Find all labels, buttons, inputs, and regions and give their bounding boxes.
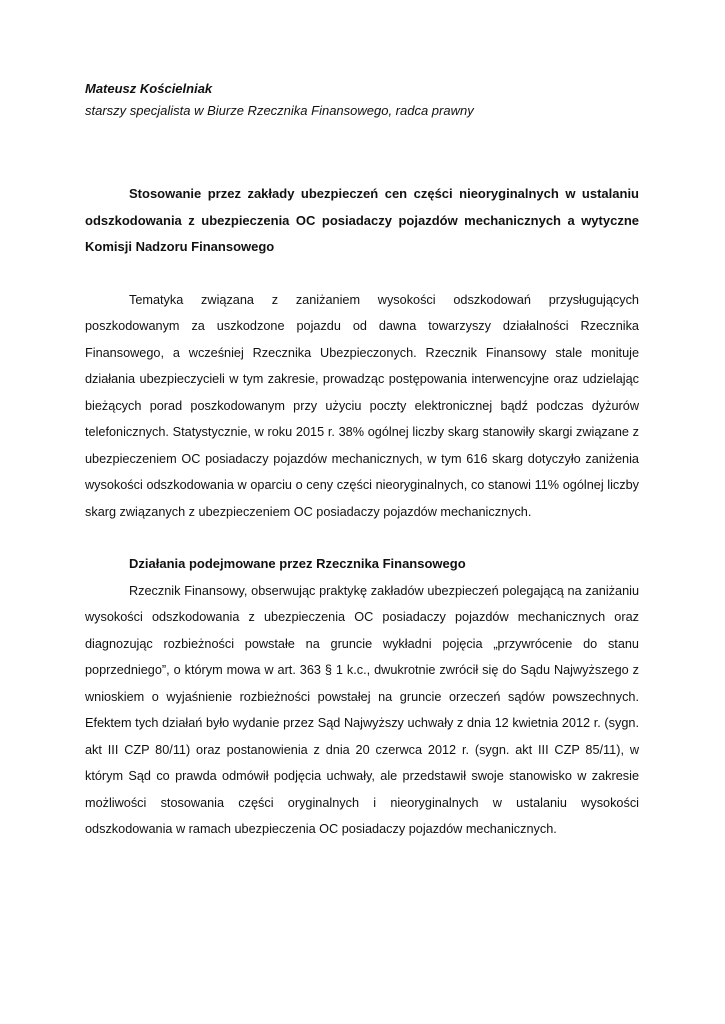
section-heading: Działania podejmowane przez Rzecznika Finansowego bbox=[129, 556, 466, 571]
paragraph-actions: Rzecznik Finansowy, obserwując praktykę zakładów ubezpieczeń polegającą na zaniżaniu wysokości odszkodowania z ubezpieczenia OC posiadaczy pojazdów mechanicznych oraz diagnozując rozbieżności powstałe na gruncie wykładni pojęcia „przywrócenie do stanu poprzedniego”, o którym mowa w art. 363 § 1 k.c., dwukrotnie zwrócił się do Sądu Najwyższego z wnioskiem o wyjaśnienie rozbieżności powstałej na gruncie orzeczeń sądów powszechnych. Efektem tych działań było wydanie przez Sąd Najwyższy uchwały z dnia 12 kwietnia 2012 r. (sygn. akt III CZP 80/11) oraz postanowienia z dnia 20 czerwca 2012 r. (sygn. akt III CZP 85/11), w którym Sąd co prawda odmówił podjęcia uchwały, ale przedstawił swoje stanowisko w zakresie możliwości stosowania części oryginalnych i nieoryginalnych w ustalaniu wysokości odszkodowania w ramach ubezpieczenia OC posiadaczy pojazdów mechanicznych. bbox=[85, 583, 639, 836]
author-name: Mateusz Kościelniak bbox=[85, 81, 213, 96]
paragraph-intro: Tematyka związana z zaniżaniem wysokości odszkodowań przysługujących poszkodowanym za uszkodzone pojazdu od dawna towarzyszy działalności Rzecznika Finansowego, a wcześniej Rzecznika Ubezpieczonych. Rzecznik Finansowy stale monituje działania ubezpieczycieli w tym zakresie, prowadząc postępowania interwencyjne oraz udzielając bieżących porad poszkodowanym przy użyciu poczty elektronicznej bądź podczas dyżurów telefonicznych. Statystycznie, w roku 2015 r. 38% ogólnej liczby skarg stanowiły skargi związane z ubezpieczeniem OC posiadaczy pojazdów mechanicznych, w tym 616 skarg dotyczyło zaniżenia wysokości odszkodowania w oparciu o ceny części nieoryginalnych, co stanowi 11% ogólnej liczby skarg związanych z ubezpieczeniem OC posiadaczy pojazdów mechanicznych. bbox=[85, 292, 639, 519]
document-page bbox=[85, 78, 639, 843]
document-title: Stosowanie przez zakłady ubezpieczeń cen części nieoryginalnych w ustalaniu odszkodowania z ubezpieczenia OC posiadaczy pojazdów mechanicznych a wytyczne Komisji Nadzoru Finansowego bbox=[85, 186, 639, 254]
author-title: starszy specjalista w Biurze Rzecznika Finansowego, radca prawny bbox=[85, 103, 474, 118]
